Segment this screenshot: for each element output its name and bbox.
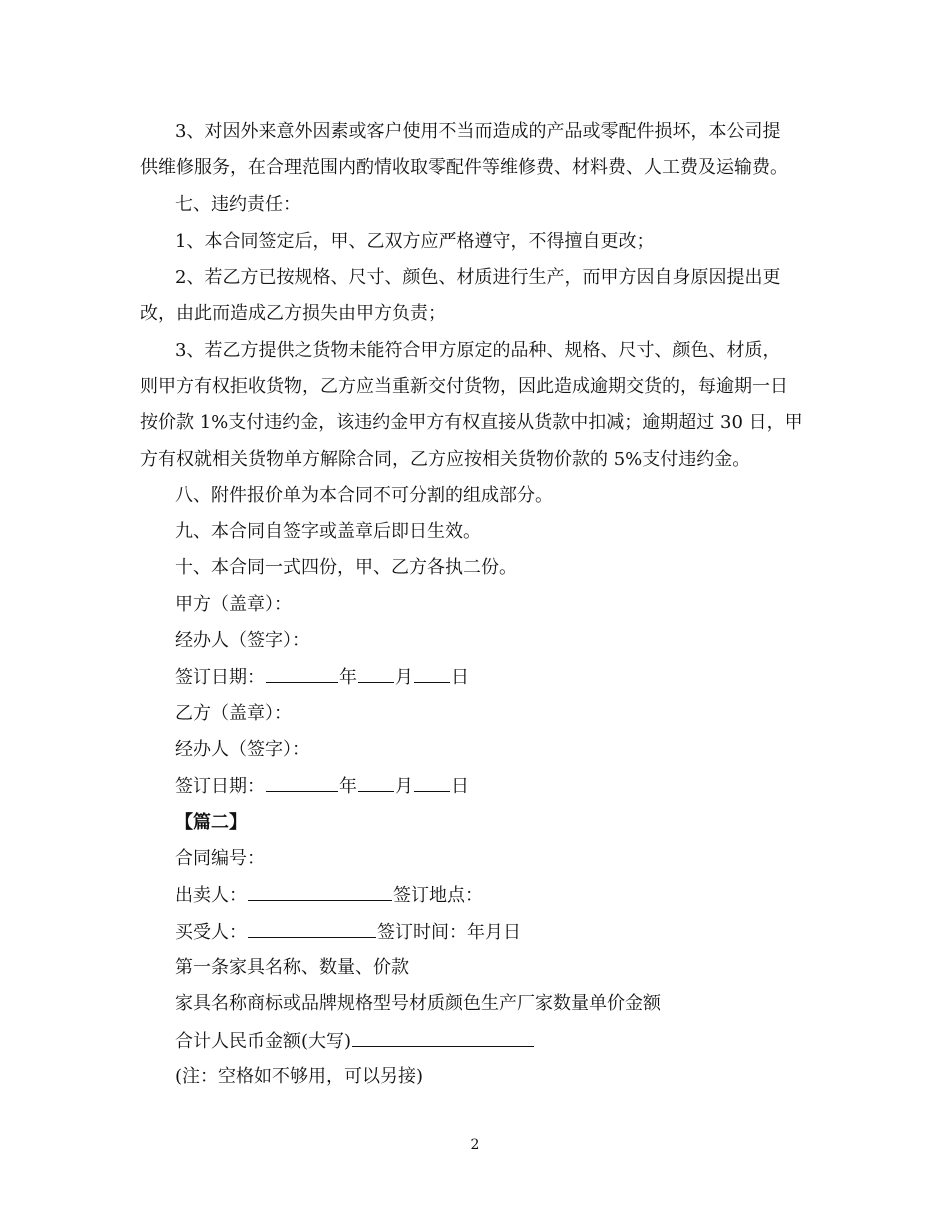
year-blank	[266, 666, 338, 683]
party-b-handler: 经办人（签字）：	[175, 739, 310, 760]
table-header: 家具名称商标或品牌规格型号材质颜色生产厂家数量单价金额	[175, 993, 661, 1014]
page-number: 2	[470, 1137, 480, 1153]
body-line: 3、对因外来意外因素或客户使用不当而造成的产品或零配件损坏，本公司提	[175, 121, 781, 142]
article-one: 第一条家具名称、数量、价款	[175, 957, 409, 978]
sign-date-label: 签订日期：	[175, 776, 265, 797]
party-a-sign-date	[175, 666, 810, 689]
body-line: 按价款 1%支付违约金，该违约金甲方有权直接从货款中扣减；逾期超过 30 日，甲	[140, 412, 803, 433]
body-line: 九、本合同自签字或盖章后即日生效。	[175, 521, 481, 542]
day-blank	[414, 775, 450, 792]
party-a-handler: 经办人（签字）：	[175, 630, 310, 651]
year-label: 年	[339, 776, 357, 797]
party-b-sign-date	[175, 775, 810, 798]
total-label: 合计人民币金额(大写)	[175, 1031, 352, 1052]
party-b-seal: 乙方（盖章）：	[175, 703, 292, 724]
body-line: 改，由此而造成乙方损失由甲方负责；	[140, 303, 446, 324]
body-line: 则甲方有权拒收货物，乙方应当重新交付货物，因此造成逾期交货的，每逾期一日	[140, 376, 788, 397]
month-label: 月	[395, 667, 413, 688]
sign-place-label: 签订地点：	[393, 885, 483, 906]
contract-number: 合同编号：	[175, 848, 265, 869]
buyer-blank	[248, 921, 376, 938]
body-line: 供维修服务，在合理范围内酌情收取零配件等维修费、材料费、人工费及运输费。	[140, 157, 788, 178]
body-line: 十、本合同一式四份，甲、乙方各执二份。	[175, 557, 517, 578]
day-label: 日	[451, 667, 469, 688]
sign-date-label: 签订日期：	[175, 667, 265, 688]
month-label: 月	[395, 776, 413, 797]
body-line: 3、若乙方提供之货物未能符合甲方原定的品种、规格、尺寸、颜色、材质，	[175, 340, 781, 361]
year-label: 年	[339, 667, 357, 688]
year-blank	[266, 775, 338, 792]
total-blank	[352, 1030, 534, 1047]
body-line: 方有权就相关货物单方解除合同，乙方应按相关货物价款的 5%支付违约金。	[140, 449, 751, 470]
body-line: 八、附件报价单为本合同不可分割的组成部分。	[175, 485, 553, 506]
month-blank	[358, 666, 394, 683]
body-line: 1、本合同签定后，甲、乙双方应严格遵守，不得擅自更改；	[175, 231, 655, 252]
seller-line	[175, 884, 810, 907]
party-a-seal: 甲方（盖章）：	[175, 594, 292, 615]
day-blank	[414, 666, 450, 683]
note: (注：空格如不够用，可以另接)	[175, 1066, 424, 1087]
sign-time-label: 签订时间：年月日	[377, 922, 521, 943]
buyer-line	[175, 921, 810, 944]
total-amount-line	[175, 1030, 810, 1053]
day-label: 日	[451, 776, 469, 797]
seller-blank	[248, 884, 392, 901]
section-heading: 七、违约责任：	[175, 194, 301, 215]
seller-label: 出卖人：	[175, 885, 247, 906]
section-two-heading: 【篇二】	[175, 812, 247, 833]
month-blank	[358, 775, 394, 792]
buyer-label: 买受人：	[175, 922, 247, 943]
body-line: 2、若乙方已按规格、尺寸、颜色、材质进行生产，而甲方因自身原因提出更	[175, 267, 781, 288]
